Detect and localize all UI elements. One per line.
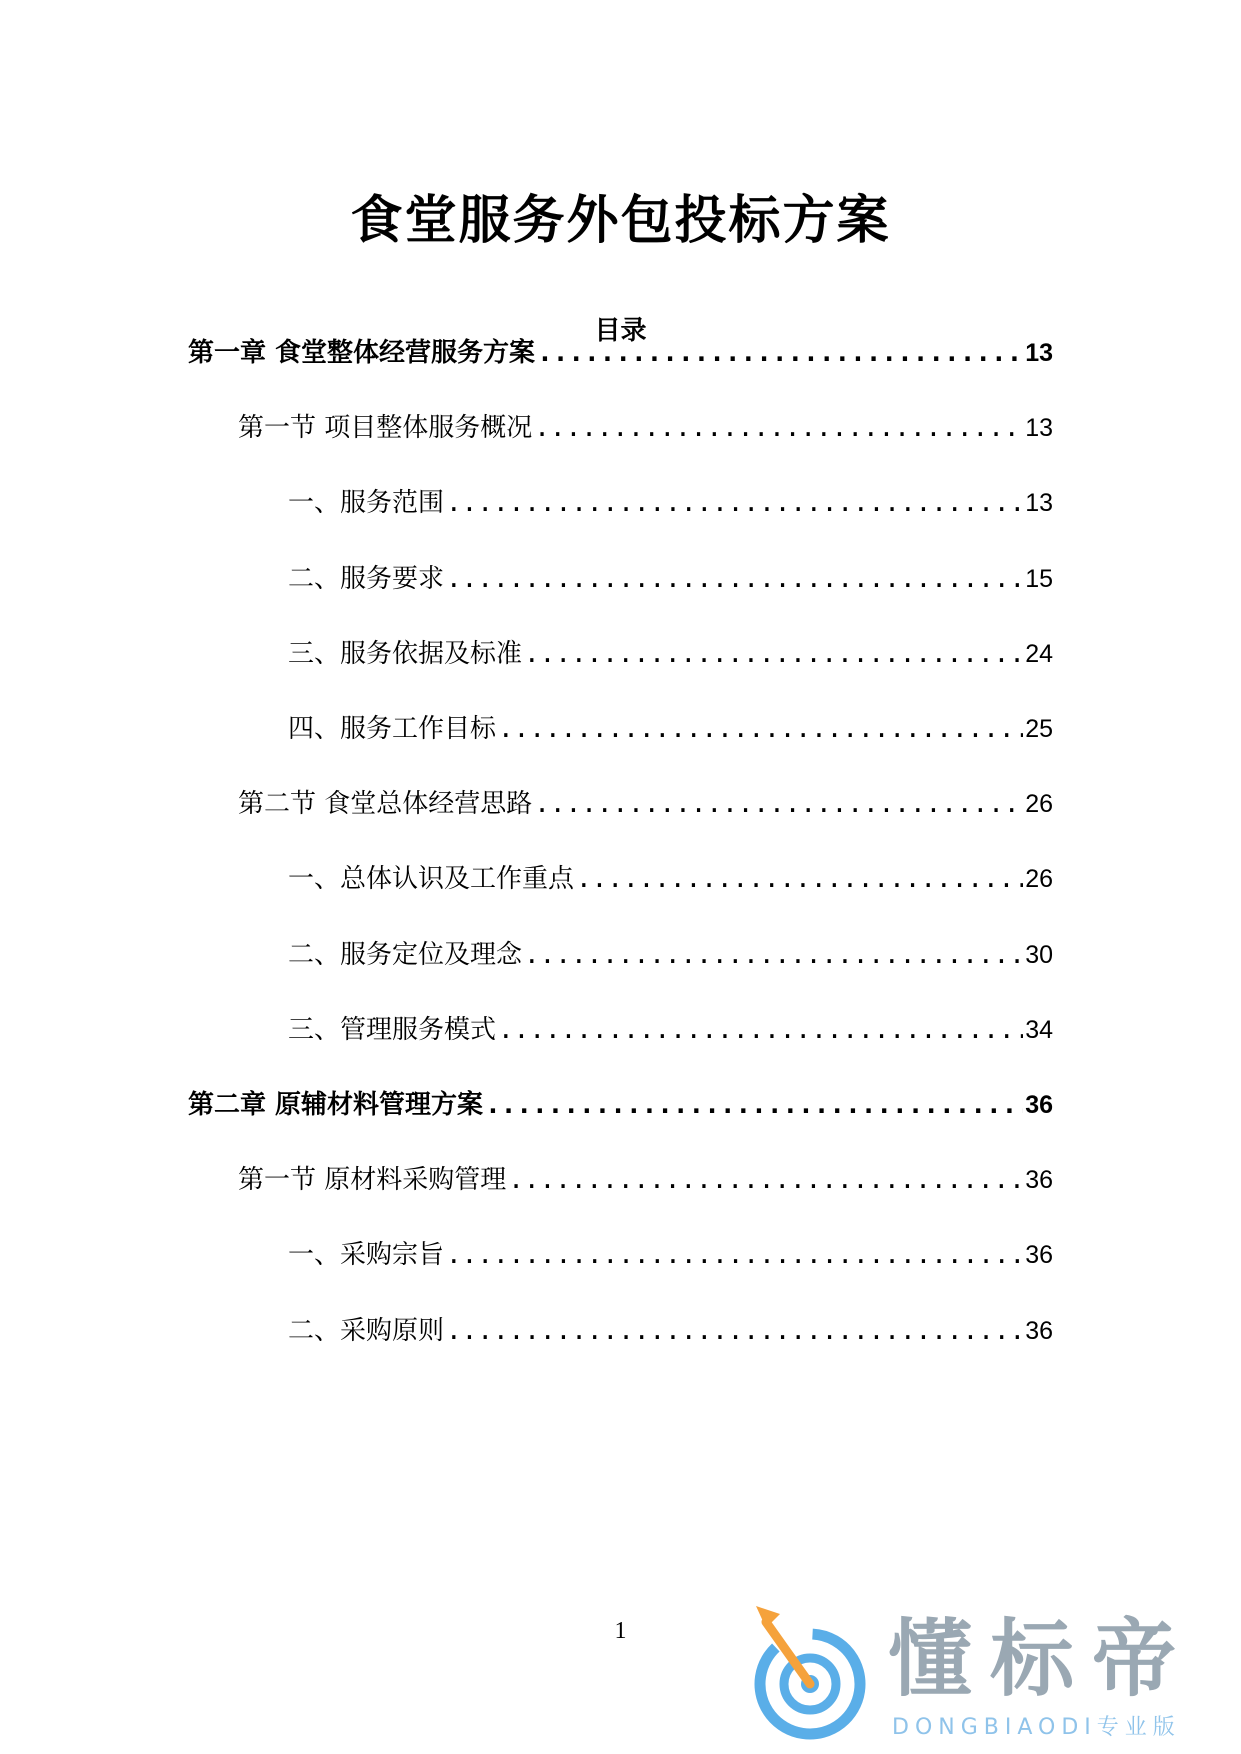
toc-entry-chapter[interactable] — [188, 332, 1053, 372]
toc-dot-leader — [524, 940, 1023, 970]
toc-page-number: 25 — [1025, 715, 1053, 743]
toc-entry-item[interactable] — [288, 708, 1053, 748]
toc-dot-leader — [534, 789, 1023, 819]
toc-entry-item[interactable] — [288, 558, 1053, 598]
toc-entry-title: 三、管理服务模式 — [288, 1014, 497, 1045]
toc-dot-leader — [446, 488, 1023, 518]
toc-entry-item[interactable] — [288, 1234, 1053, 1274]
toc-entry-title: 三、服务依据及标准 — [288, 638, 523, 669]
toc-entry-item[interactable] — [288, 482, 1053, 522]
toc-entry-title: 第一章 食堂整体经营服务方案 — [188, 338, 536, 368]
toc-page-number: 30 — [1025, 940, 1053, 969]
toc-dot-leader — [537, 338, 1023, 368]
toc-page-number: 13 — [1025, 414, 1053, 443]
page-number: 1 — [614, 1618, 627, 1644]
toc-entry-section[interactable] — [238, 407, 1053, 447]
watermark-brand-name: 懂标帝 — [888, 1610, 1195, 1708]
toc-entry-title: 四、服务工作目标 — [288, 714, 497, 744]
toc-dot-leader — [446, 564, 1023, 594]
toc-entry-title: 二、服务定位及理念 — [288, 939, 523, 970]
toc-entry-chapter[interactable] — [188, 1084, 1053, 1124]
target-arrow-icon — [748, 1592, 878, 1742]
toc-page-number: 13 — [1025, 339, 1053, 367]
toc-page-number: 26 — [1025, 790, 1053, 819]
watermark-logo — [740, 1572, 1240, 1754]
toc-dot-leader — [498, 714, 1023, 744]
toc-page-number: 13 — [1025, 489, 1053, 518]
toc-page-number: 36 — [1025, 1241, 1053, 1270]
toc-entry-item[interactable] — [288, 633, 1053, 673]
toc-page-number: 36 — [1025, 1316, 1053, 1345]
toc-page-number: 26 — [1025, 865, 1053, 894]
toc-page-number: 24 — [1025, 639, 1053, 668]
toc-dot-leader — [498, 1015, 1023, 1045]
toc-entry-title: 一、服务范围 — [288, 488, 445, 519]
toc-entry-item[interactable] — [288, 858, 1053, 898]
toc-entry-title: 第一节 原材料采购管理 — [238, 1165, 507, 1196]
toc-page-number: 15 — [1025, 564, 1053, 593]
toc-dot-leader — [534, 413, 1023, 443]
toc-entry-item[interactable] — [288, 934, 1053, 974]
toc-entry-title: 二、采购原则 — [288, 1315, 445, 1346]
toc-entry-title: 第二节 食堂总体经营思路 — [238, 789, 533, 820]
document-title: 食堂服务外包投标方案 — [350, 191, 891, 251]
toc-entry-title: 第二章 原辅材料管理方案 — [188, 1090, 484, 1120]
toc-entry-title: 一、总体认识及工作重点 — [288, 864, 575, 895]
toc-entry-item[interactable] — [288, 1009, 1053, 1049]
toc-heading: 目录 — [594, 316, 647, 346]
toc-dot-leader — [446, 1316, 1023, 1346]
toc-dot-leader — [576, 864, 1023, 894]
toc-page-number: 36 — [1025, 1166, 1053, 1195]
toc-page-number: 34 — [1025, 1015, 1053, 1044]
toc-dot-leader — [524, 639, 1023, 669]
toc-entry-section[interactable] — [238, 1159, 1053, 1199]
toc-entry-title: 一、采购宗旨 — [288, 1240, 445, 1271]
toc-page-number: 36 — [1025, 1091, 1053, 1119]
toc-dot-leader — [508, 1165, 1023, 1195]
toc-entry-section[interactable] — [238, 783, 1053, 823]
toc-dot-leader — [485, 1090, 1023, 1120]
toc-dot-leader — [446, 1240, 1023, 1270]
toc-entry-item[interactable] — [288, 1310, 1053, 1350]
watermark-brand-sub: DONGBIAODI专业版 — [892, 1715, 1181, 1740]
toc-entry-title: 第一节 项目整体服务概况 — [238, 413, 533, 444]
toc-entry-title: 二、服务要求 — [288, 563, 445, 594]
